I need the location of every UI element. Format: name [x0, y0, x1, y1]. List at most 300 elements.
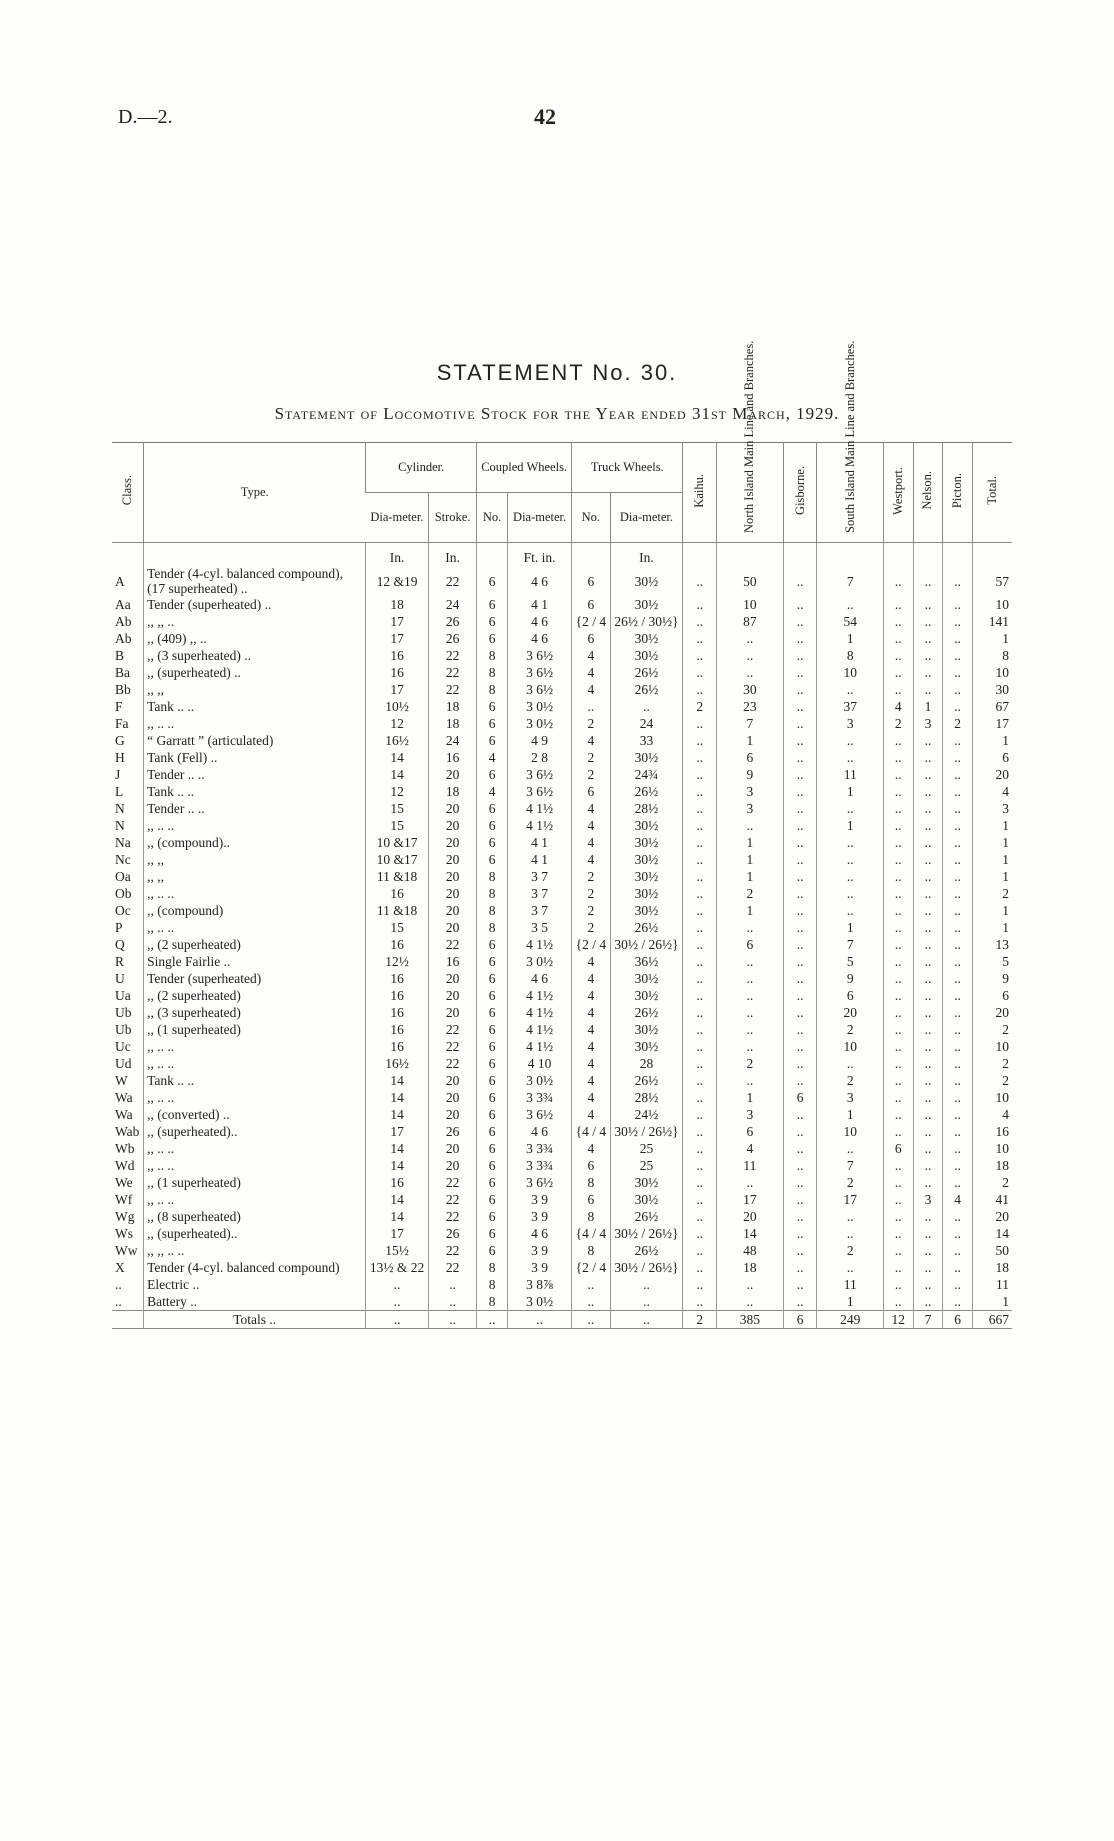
cell-truck-no: 2: [572, 749, 610, 766]
cell-truck-diameter: ..: [610, 1276, 683, 1293]
table-body: [112, 543, 1012, 1329]
cell-westport: ..: [883, 868, 913, 885]
cell-truck-diameter: 26½: [610, 783, 683, 800]
cell-picton: ..: [943, 749, 973, 766]
cell-coupled-diameter: 3 0½: [508, 715, 572, 732]
cell-kaihu: ..: [683, 715, 717, 732]
cell-type: ,, (superheated)..: [144, 1123, 366, 1140]
cell-south-island: ..: [817, 1225, 884, 1242]
cell-nelson: ..: [913, 681, 943, 698]
cell-nelson: ..: [913, 566, 943, 596]
cell-north-island: 3: [717, 1106, 784, 1123]
cell-type: Battery ..: [144, 1293, 366, 1311]
cell-total: 6: [972, 749, 1012, 766]
cell-cyl-stroke: 22: [429, 1055, 477, 1072]
table-row: [112, 1004, 1012, 1021]
table-row: [112, 664, 1012, 681]
cell-south-island: 2: [817, 1174, 884, 1191]
cell-truck-no: 8: [572, 1242, 610, 1259]
cell-south-island: 1: [817, 919, 884, 936]
cell-kaihu: ..: [683, 1038, 717, 1055]
cell-picton: ..: [943, 766, 973, 783]
cell-coupled-diameter: 3 0½: [508, 1293, 572, 1311]
cell-cyl-diameter: 10½: [366, 698, 429, 715]
cell-class: We: [115, 1175, 133, 1190]
cell-cyl-stroke: 20: [429, 1140, 477, 1157]
page-number: 42: [534, 104, 556, 129]
col-coupled-diameter: Dia-meter.: [508, 493, 572, 543]
cell-truck-diameter: 30½ / 26½}: [610, 1123, 683, 1140]
cell-cyl-stroke: ..: [429, 1276, 477, 1293]
cell-north-island: 87: [717, 613, 784, 630]
cell-gisborne: ..: [783, 1055, 817, 1072]
cell-cyl-stroke: 26: [429, 1123, 477, 1140]
cell-nelson: ..: [913, 987, 943, 1004]
cell-gisborne: ..: [783, 732, 817, 749]
cell-truck-diameter: 30½: [610, 630, 683, 647]
table-row: [112, 596, 1012, 613]
cell-picton: ..: [943, 902, 973, 919]
cell-cyl-stroke: 16: [429, 749, 477, 766]
cell-south-island: 7: [817, 566, 884, 596]
cell-south-island: 2: [817, 1021, 884, 1038]
cell-coupled-no: 6: [477, 732, 508, 749]
cell-kaihu: ..: [683, 566, 717, 596]
table-row: [112, 647, 1012, 664]
cell-nelson: ..: [913, 1293, 943, 1311]
total-south-island: 249: [817, 1311, 884, 1329]
cell-coupled-no: 6: [477, 766, 508, 783]
cell-westport: ..: [883, 630, 913, 647]
cell-class: Ws: [115, 1226, 133, 1241]
cell-class: Ub: [115, 1022, 132, 1037]
cell-cyl-stroke: 16: [429, 953, 477, 970]
cell-class: Q: [115, 937, 125, 952]
cell-total: 141: [972, 613, 1012, 630]
cell-nelson: ..: [913, 1259, 943, 1276]
cell-gisborne: ..: [783, 566, 817, 596]
table-row: [112, 1140, 1012, 1157]
cell-cyl-diameter: 17: [366, 1123, 429, 1140]
cell-north-island: ..: [717, 1276, 784, 1293]
cell-truck-diameter: 26½: [610, 1004, 683, 1021]
col-gisborne: Gisborne.: [783, 443, 817, 543]
cell-truck-no: 4: [572, 800, 610, 817]
cell-type: Tank (Fell) ..: [144, 749, 366, 766]
cell-cyl-diameter: 14: [366, 1140, 429, 1157]
cell-gisborne: ..: [783, 1157, 817, 1174]
cell-nelson: ..: [913, 1089, 943, 1106]
cell-total: 10: [972, 1140, 1012, 1157]
total-north-island: 385: [717, 1311, 784, 1329]
cell-coupled-diameter: 3 7: [508, 885, 572, 902]
cell-coupled-diameter: 4 9: [508, 732, 572, 749]
cell-westport: 4: [883, 698, 913, 715]
cell-coupled-no: 8: [477, 885, 508, 902]
cell-class: W: [115, 1073, 128, 1088]
cell-south-island: 1: [817, 630, 884, 647]
cell-nelson: ..: [913, 749, 943, 766]
cell-westport: 2: [883, 715, 913, 732]
cell-truck-no: 6: [572, 596, 610, 613]
table-row: [112, 987, 1012, 1004]
cell-total: 1: [972, 902, 1012, 919]
cell-kaihu: ..: [683, 868, 717, 885]
statement-subtitle: Statement of Locomotive Stock for the Year ended 31st March, 1929.: [274, 404, 840, 423]
cell-coupled-diameter: 3 9: [508, 1191, 572, 1208]
cell-kaihu: ..: [683, 1106, 717, 1123]
cell-north-island: 2: [717, 885, 784, 902]
cell-north-island: 7: [717, 715, 784, 732]
cell-type: ,, ,, .. ..: [144, 1242, 366, 1259]
cell-truck-diameter: 30½: [610, 868, 683, 885]
cell-nelson: ..: [913, 1072, 943, 1089]
cell-type: “ Garratt ” (articulated): [144, 732, 366, 749]
cell-coupled-no: 6: [477, 817, 508, 834]
cell-nelson: ..: [913, 885, 943, 902]
cell-cyl-stroke: 20: [429, 766, 477, 783]
cell-westport: ..: [883, 851, 913, 868]
cell-picton: ..: [943, 1072, 973, 1089]
total-coupled-no: ..: [477, 1311, 508, 1329]
cell-type: ,, (1 superheated): [144, 1021, 366, 1038]
cell-cyl-stroke: 22: [429, 1021, 477, 1038]
cell-nelson: ..: [913, 1140, 943, 1157]
cell-coupled-no: 6: [477, 1123, 508, 1140]
cell-south-island: ..: [817, 749, 884, 766]
cell-coupled-no: 8: [477, 647, 508, 664]
table-row: [112, 566, 1012, 596]
cell-class: L: [115, 784, 124, 799]
cell-type: ,, ,,: [144, 681, 366, 698]
cell-type: ,, (compound)..: [144, 834, 366, 851]
cell-north-island: ..: [717, 1038, 784, 1055]
cell-north-island: 6: [717, 749, 784, 766]
cell-coupled-diameter: 3 3¾: [508, 1157, 572, 1174]
cell-type: ,, (409) ,, ..: [144, 630, 366, 647]
cell-coupled-no: 6: [477, 630, 508, 647]
cell-cyl-diameter: 14: [366, 1157, 429, 1174]
cell-class: [112, 1311, 144, 1329]
cell-south-island: 54: [817, 613, 884, 630]
cell-picton: ..: [943, 800, 973, 817]
table-row: [112, 851, 1012, 868]
cell-kaihu: 2: [683, 698, 717, 715]
cell-coupled-no: 6: [477, 698, 508, 715]
cell-north-island: ..: [717, 953, 784, 970]
total-nelson: 7: [913, 1311, 943, 1329]
cell-truck-no: 6: [572, 630, 610, 647]
cell-kaihu: ..: [683, 1174, 717, 1191]
cell-coupled-no: 6: [477, 987, 508, 1004]
cell-class: Ba: [115, 665, 130, 680]
cell-coupled-no: 6: [477, 1072, 508, 1089]
cell-truck-diameter: 24: [610, 715, 683, 732]
cell-gisborne: ..: [783, 800, 817, 817]
cell-coupled-no: 6: [477, 1089, 508, 1106]
cell-truck-no: ..: [572, 1293, 610, 1311]
cell-westport: ..: [883, 936, 913, 953]
cell-type: ,, .. ..: [144, 817, 366, 834]
cell-picton: ..: [943, 851, 973, 868]
cell-nelson: ..: [913, 919, 943, 936]
cell-cyl-stroke: 22: [429, 1259, 477, 1276]
cell-north-island: ..: [717, 970, 784, 987]
units-row: [112, 543, 1012, 567]
cell-nelson: ..: [913, 1174, 943, 1191]
cell-picton: ..: [943, 1140, 973, 1157]
cell-kaihu: ..: [683, 766, 717, 783]
cell-picton: ..: [943, 566, 973, 596]
cell-nelson: ..: [913, 1225, 943, 1242]
cell-gisborne: ..: [783, 834, 817, 851]
cell-westport: ..: [883, 1123, 913, 1140]
cell-type: Tender .. ..: [144, 800, 366, 817]
col-nelson: Nelson.: [913, 443, 943, 543]
cell-north-island: 1: [717, 1089, 784, 1106]
cell-south-island: 3: [817, 1089, 884, 1106]
cell-gisborne: ..: [783, 1259, 817, 1276]
cell-kaihu: ..: [683, 1242, 717, 1259]
cell-total: 10: [972, 664, 1012, 681]
cell-class: Ww: [115, 1243, 138, 1258]
cell-cyl-diameter: 15: [366, 800, 429, 817]
cell-truck-no: 4: [572, 953, 610, 970]
cell-gisborne: ..: [783, 868, 817, 885]
cell-truck-no: {2 / 4: [572, 613, 610, 630]
cell-north-island: ..: [717, 630, 784, 647]
cell-north-island: 1: [717, 851, 784, 868]
cell-type: Tender (4-cyl. balanced compound), (17 superheated) ..: [144, 566, 366, 596]
cell-kaihu: ..: [683, 1157, 717, 1174]
cell-truck-diameter: 25: [610, 1140, 683, 1157]
cell-type: Tender (4-cyl. balanced compound): [144, 1259, 366, 1276]
cell-south-island: 6: [817, 987, 884, 1004]
cell-north-island: 17: [717, 1191, 784, 1208]
cell-north-island: ..: [717, 817, 784, 834]
cell-coupled-diameter: 4 6: [508, 630, 572, 647]
cell-cyl-diameter: 16: [366, 936, 429, 953]
cell-gisborne: ..: [783, 1004, 817, 1021]
cell-type: Tank .. ..: [144, 783, 366, 800]
cell-kaihu: ..: [683, 1276, 717, 1293]
total-cyl-stroke: ..: [429, 1311, 477, 1329]
cell-coupled-no: 6: [477, 1157, 508, 1174]
cell-cyl-diameter: 16: [366, 885, 429, 902]
cell-cyl-stroke: 18: [429, 783, 477, 800]
cell-picton: ..: [943, 919, 973, 936]
table-row: [112, 1191, 1012, 1208]
cell-truck-diameter: 30½: [610, 885, 683, 902]
cell-truck-no: {4 / 4: [572, 1225, 610, 1242]
cell-coupled-no: 6: [477, 566, 508, 596]
cell-south-island: ..: [817, 596, 884, 613]
cell-cyl-diameter: 11 &18: [366, 868, 429, 885]
cell-truck-diameter: 26½: [610, 1072, 683, 1089]
cell-picton: ..: [943, 1157, 973, 1174]
cell-truck-no: 4: [572, 851, 610, 868]
cell-north-island: 20: [717, 1208, 784, 1225]
cell-picton: ..: [943, 1259, 973, 1276]
cell-cyl-stroke: 22: [429, 936, 477, 953]
cell-nelson: ..: [913, 732, 943, 749]
cell-total: 11: [972, 1276, 1012, 1293]
cell-north-island: ..: [717, 664, 784, 681]
cell-picton: ..: [943, 1174, 973, 1191]
cell-type: ,, .. ..: [144, 1055, 366, 1072]
cell-westport: ..: [883, 885, 913, 902]
cell-total: 57: [972, 566, 1012, 596]
cell-coupled-no: 6: [477, 1055, 508, 1072]
cell-truck-diameter: 30½: [610, 987, 683, 1004]
cell-class: Ob: [115, 886, 132, 901]
cell-north-island: 23: [717, 698, 784, 715]
table-row: [112, 732, 1012, 749]
cell-class: Wa: [115, 1090, 133, 1105]
cell-truck-no: 6: [572, 566, 610, 596]
cell-kaihu: ..: [683, 987, 717, 1004]
cell-total: 17: [972, 715, 1012, 732]
cell-north-island: 14: [717, 1225, 784, 1242]
cell-coupled-no: 6: [477, 936, 508, 953]
cell-westport: ..: [883, 1004, 913, 1021]
cell-westport: ..: [883, 817, 913, 834]
total-truck-no: ..: [572, 1311, 610, 1329]
cell-truck-no: 4: [572, 1021, 610, 1038]
cell-westport: ..: [883, 800, 913, 817]
cell-coupled-diameter: 3 6½: [508, 783, 572, 800]
cell-type: ,, .. ..: [144, 919, 366, 936]
cell-coupled-diameter: 3 9: [508, 1242, 572, 1259]
cell-picton: ..: [943, 1123, 973, 1140]
cell-north-island: 18: [717, 1259, 784, 1276]
total-westport: 12: [883, 1311, 913, 1329]
cell-truck-no: 4: [572, 1089, 610, 1106]
cell-coupled-no: 6: [477, 1106, 508, 1123]
cell-south-island: ..: [817, 732, 884, 749]
cell-picton: ..: [943, 783, 973, 800]
cell-gisborne: ..: [783, 987, 817, 1004]
cell-gisborne: ..: [783, 715, 817, 732]
cell-cyl-diameter: 12: [366, 783, 429, 800]
cell-coupled-diameter: 3 0½: [508, 953, 572, 970]
cell-nelson: ..: [913, 1038, 943, 1055]
cell-coupled-diameter: 3 6½: [508, 766, 572, 783]
cell-kaihu: ..: [683, 851, 717, 868]
table-row: [112, 800, 1012, 817]
cell-coupled-diameter: 4 10: [508, 1055, 572, 1072]
cell-truck-diameter: 30½: [610, 647, 683, 664]
unit-stroke: In.: [429, 543, 477, 567]
cell-total: 1: [972, 851, 1012, 868]
cell-coupled-diameter: 3 3¾: [508, 1089, 572, 1106]
cell-nelson: ..: [913, 1208, 943, 1225]
cell-picton: 2: [943, 715, 973, 732]
cell-nelson: ..: [913, 1276, 943, 1293]
cell-nelson: ..: [913, 936, 943, 953]
cell-gisborne: ..: [783, 766, 817, 783]
cell-south-island: ..: [817, 902, 884, 919]
table-row: [112, 715, 1012, 732]
table-row: [112, 681, 1012, 698]
cell-type: ,, (3 superheated) ..: [144, 647, 366, 664]
cell-westport: ..: [883, 919, 913, 936]
table-row: [112, 902, 1012, 919]
cell-nelson: ..: [913, 766, 943, 783]
cell-gisborne: ..: [783, 1225, 817, 1242]
cell-south-island: 11: [817, 1276, 884, 1293]
cell-truck-no: 4: [572, 1140, 610, 1157]
table-row: [112, 698, 1012, 715]
table-row: [112, 613, 1012, 630]
table-row: [112, 953, 1012, 970]
cell-coupled-no: 6: [477, 1242, 508, 1259]
cell-truck-diameter: 30½: [610, 1191, 683, 1208]
cell-picton: ..: [943, 868, 973, 885]
cell-coupled-diameter: 3 6½: [508, 647, 572, 664]
cell-class: Bb: [115, 682, 131, 697]
cell-westport: ..: [883, 1293, 913, 1311]
cell-gisborne: ..: [783, 783, 817, 800]
cell-total: 2: [972, 1072, 1012, 1089]
cell-north-island: 4: [717, 1140, 784, 1157]
cell-type: Tender .. ..: [144, 766, 366, 783]
cell-class: Ab: [115, 614, 132, 629]
cell-gisborne: ..: [783, 1276, 817, 1293]
cell-nelson: 3: [913, 715, 943, 732]
cell-picton: ..: [943, 1225, 973, 1242]
unit-cyl-dia: In.: [366, 543, 429, 567]
cell-cyl-stroke: 22: [429, 1191, 477, 1208]
cell-coupled-diameter: 4 1½: [508, 987, 572, 1004]
cell-cyl-stroke: 20: [429, 1072, 477, 1089]
cell-cyl-diameter: ..: [366, 1276, 429, 1293]
cell-nelson: ..: [913, 613, 943, 630]
cell-coupled-diameter: 4 1½: [508, 936, 572, 953]
cell-kaihu: ..: [683, 596, 717, 613]
cell-total: 3: [972, 800, 1012, 817]
cell-total: 20: [972, 1004, 1012, 1021]
cell-south-island: 1: [817, 817, 884, 834]
cell-cyl-diameter: 14: [366, 1191, 429, 1208]
cell-north-island: 11: [717, 1157, 784, 1174]
cell-truck-diameter: 28½: [610, 800, 683, 817]
cell-kaihu: ..: [683, 1191, 717, 1208]
cell-picton: ..: [943, 664, 973, 681]
cell-cyl-stroke: 20: [429, 834, 477, 851]
cell-total: 4: [972, 783, 1012, 800]
cell-cyl-stroke: 20: [429, 851, 477, 868]
cell-cyl-diameter: 10 &17: [366, 851, 429, 868]
cell-type: ,, ,,: [144, 851, 366, 868]
cell-cyl-diameter: 16: [366, 987, 429, 1004]
cell-truck-no: 8: [572, 1208, 610, 1225]
cell-coupled-diameter: 3 7: [508, 902, 572, 919]
cell-cyl-diameter: 16: [366, 1038, 429, 1055]
cell-north-island: 50: [717, 566, 784, 596]
cell-coupled-no: 4: [477, 783, 508, 800]
col-truck-no: No.: [572, 493, 610, 543]
cell-kaihu: ..: [683, 732, 717, 749]
cell-truck-no: 4: [572, 987, 610, 1004]
cell-class: Wab: [115, 1124, 140, 1139]
cell-truck-no: 6: [572, 1191, 610, 1208]
cell-south-island: ..: [817, 1259, 884, 1276]
cell-westport: ..: [883, 613, 913, 630]
cell-kaihu: ..: [683, 885, 717, 902]
cell-truck-no: 4: [572, 1055, 610, 1072]
cell-total: 16: [972, 1123, 1012, 1140]
